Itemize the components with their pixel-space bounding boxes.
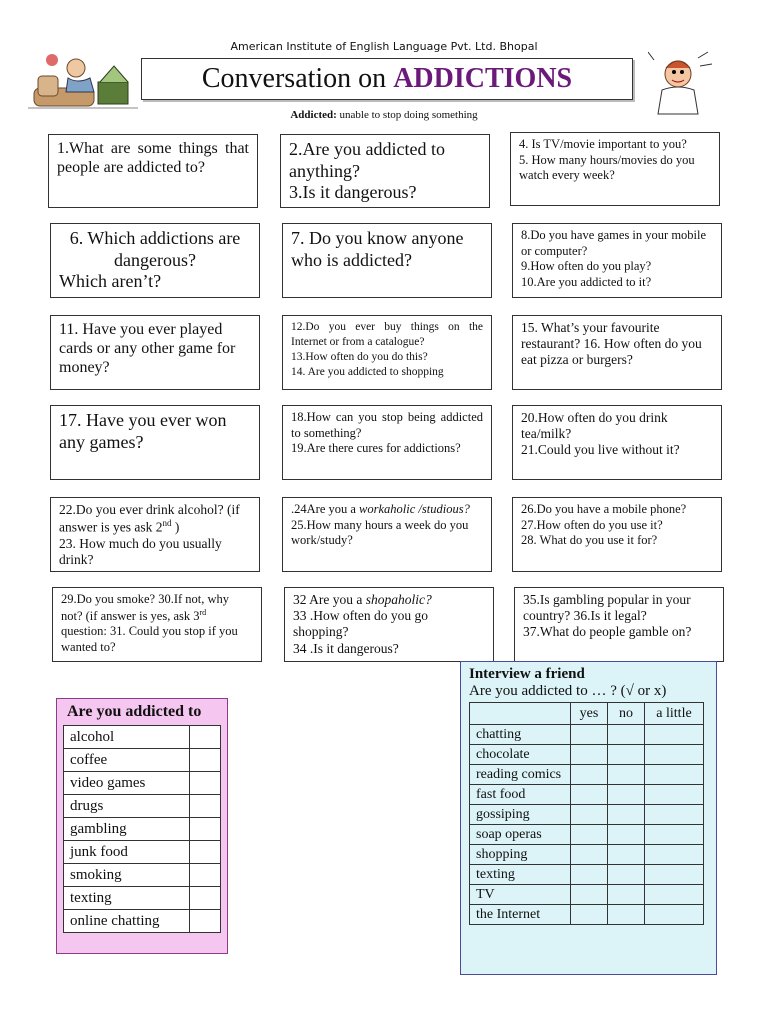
list-item bbox=[64, 864, 221, 887]
list-item-label: video games bbox=[64, 772, 190, 795]
question-text: 20.How often do you drink tea/milk? bbox=[521, 410, 668, 442]
question-text: 14. Are you addicted to shopping bbox=[291, 365, 444, 378]
definition-term: Addicted: bbox=[290, 109, 337, 121]
question-text-part: 32 Are you a bbox=[293, 592, 366, 607]
row-label: reading comics bbox=[470, 765, 571, 785]
answer-cell[interactable] bbox=[645, 805, 704, 825]
question-text-part: 29.Do you smoke? 30.If not, why not? (if answer is yes, ask 3 bbox=[61, 592, 230, 623]
question-text-part: question: 31. Could you stop if you wanted to? bbox=[61, 624, 238, 655]
interview-table bbox=[469, 702, 704, 925]
answer-cell[interactable] bbox=[608, 865, 645, 885]
question-text bbox=[293, 592, 485, 608]
list-item-label: online chatting bbox=[64, 910, 190, 933]
addicted-man-clipart-icon bbox=[648, 48, 718, 118]
list-item bbox=[64, 726, 221, 749]
answer-cell[interactable] bbox=[645, 865, 704, 885]
interview-box bbox=[460, 661, 717, 975]
addicted-list-table bbox=[63, 725, 221, 933]
answer-cell[interactable] bbox=[571, 785, 608, 805]
question-text: 13.How often do you do this? bbox=[291, 350, 428, 363]
question-box-29 bbox=[52, 587, 262, 662]
question-text: 4. Is TV/movie important to you? bbox=[519, 137, 687, 151]
question-text: 27.How often do you use it? bbox=[521, 517, 663, 532]
question-text-part: 22.Do you ever drink alcohol? (if answer is yes ask 2 bbox=[59, 502, 240, 535]
list-item bbox=[64, 749, 221, 772]
question-text-emphasis: workaholic /studious? bbox=[359, 502, 470, 516]
question-text: 5. How many hours/movies do you watch every week? bbox=[519, 152, 695, 183]
question-text: 2.Are you addicted to anything? bbox=[289, 139, 445, 181]
table-row bbox=[470, 805, 704, 825]
answer-cell[interactable] bbox=[608, 825, 645, 845]
answer-cell[interactable] bbox=[608, 905, 645, 925]
title-accent: ADDICTIONS bbox=[393, 63, 573, 94]
list-item-label: coffee bbox=[64, 749, 190, 772]
question-text-part: ) bbox=[171, 519, 180, 535]
column-header: a little bbox=[645, 703, 704, 725]
question-text: 8.Do you have games in your mobile or computer? bbox=[521, 228, 707, 258]
question-box-11 bbox=[50, 315, 260, 390]
answer-cell[interactable] bbox=[189, 841, 220, 864]
list-item bbox=[64, 772, 221, 795]
question-text: Which aren’t? bbox=[59, 271, 162, 292]
question-text-part: .24Are you a bbox=[291, 502, 360, 516]
list-item-label: junk food bbox=[64, 841, 190, 864]
question-text: 11. Have you ever played cards or any other game for money? bbox=[59, 321, 236, 377]
answer-cell[interactable] bbox=[189, 910, 220, 933]
question-text: 1.What are some things that people are addicted to? bbox=[57, 140, 249, 177]
addicted-list-box bbox=[56, 698, 228, 954]
ordinal-suffix: rd bbox=[199, 607, 207, 617]
answer-cell[interactable] bbox=[571, 725, 608, 745]
answer-cell[interactable] bbox=[571, 765, 608, 785]
list-item-label: texting bbox=[64, 887, 190, 910]
question-text: 26.Do you have a mobile phone? bbox=[521, 502, 687, 516]
answer-cell[interactable] bbox=[571, 865, 608, 885]
question-box-1 bbox=[48, 134, 258, 208]
interview-header-blank bbox=[470, 703, 571, 725]
row-label: gossiping bbox=[470, 805, 571, 825]
question-text: 7. Do you know anyone who is addicted? bbox=[291, 228, 464, 270]
answer-cell[interactable] bbox=[571, 805, 608, 825]
row-label: texting bbox=[470, 865, 571, 885]
list-item-label: gambling bbox=[64, 818, 190, 841]
question-box-15 bbox=[512, 315, 722, 390]
answer-cell[interactable] bbox=[571, 885, 608, 905]
table-row bbox=[470, 785, 704, 805]
answer-cell[interactable] bbox=[608, 745, 645, 765]
question-text: 3.Is it dangerous? bbox=[289, 182, 417, 203]
question-text: 9.How often do you play? bbox=[521, 259, 652, 274]
definition bbox=[0, 109, 768, 121]
question-text: 21.Could you live without it? bbox=[521, 442, 680, 458]
answer-cell[interactable] bbox=[189, 772, 220, 795]
question-box-22 bbox=[50, 497, 260, 572]
table-row bbox=[470, 745, 704, 765]
question-box-20 bbox=[512, 405, 722, 480]
table-row bbox=[470, 845, 704, 865]
couch-potato-clipart-icon bbox=[28, 48, 140, 114]
row-label: chocolate bbox=[470, 745, 571, 765]
answer-cell[interactable] bbox=[645, 785, 704, 805]
table-row bbox=[470, 765, 704, 785]
answer-cell[interactable] bbox=[189, 818, 220, 841]
question-text: 28. What do you use it for? bbox=[521, 533, 658, 548]
institute-name: American Institute of English Language Pvt. Ltd. Bhopal bbox=[230, 40, 538, 53]
answer-cell[interactable] bbox=[645, 885, 704, 905]
row-label: the Internet bbox=[470, 905, 571, 925]
question-box-35 bbox=[514, 587, 724, 662]
question-text-emphasis: shopaholic? bbox=[365, 592, 432, 607]
question-box-7 bbox=[282, 223, 492, 298]
list-item-label: smoking bbox=[64, 864, 190, 887]
question-text bbox=[291, 502, 483, 518]
question-box-2 bbox=[280, 134, 490, 208]
list-item bbox=[64, 795, 221, 818]
interview-subtitle: Are you addicted to … ? (√ or x) bbox=[469, 683, 667, 699]
table-row bbox=[470, 905, 704, 925]
question-text: 37.What do people gamble on? bbox=[523, 624, 692, 640]
answer-cell[interactable] bbox=[645, 725, 704, 745]
answer-cell[interactable] bbox=[571, 825, 608, 845]
question-text bbox=[61, 592, 253, 656]
answer-cell[interactable] bbox=[645, 845, 704, 865]
answer-cell[interactable] bbox=[189, 726, 220, 749]
list-item-label: alcohol bbox=[64, 726, 190, 749]
question-text: 10.Are you addicted to it? bbox=[521, 274, 652, 289]
answer-cell[interactable] bbox=[189, 749, 220, 772]
answer-cell[interactable] bbox=[645, 825, 704, 845]
table-row bbox=[470, 825, 704, 845]
row-label: shopping bbox=[470, 845, 571, 865]
question-box-12 bbox=[282, 315, 492, 390]
question-text: 6. Which addictions are dangerous? bbox=[69, 228, 241, 270]
question-text: 35.Is gambling popular in your country? 36.Is it legal? bbox=[523, 592, 691, 624]
question-text: 17. Have you ever won any games? bbox=[59, 410, 227, 452]
answer-cell[interactable] bbox=[645, 765, 704, 785]
table-row bbox=[470, 865, 704, 885]
question-text: 33 .How often do you go shopping? bbox=[293, 608, 428, 640]
answer-cell[interactable] bbox=[645, 745, 704, 765]
answer-cell[interactable] bbox=[608, 765, 645, 785]
column-header: no bbox=[608, 703, 645, 725]
question-box-4 bbox=[510, 132, 720, 206]
question-box-32 bbox=[284, 587, 494, 662]
question-box-24 bbox=[282, 497, 492, 572]
answer-cell[interactable] bbox=[189, 795, 220, 818]
row-label: soap operas bbox=[470, 825, 571, 845]
title-prefix: Conversation on bbox=[201, 63, 394, 94]
answer-cell[interactable] bbox=[189, 887, 220, 910]
answer-cell[interactable] bbox=[608, 785, 645, 805]
answer-cell[interactable] bbox=[189, 864, 220, 887]
question-text bbox=[59, 502, 251, 536]
question-text: 34 .Is it dangerous? bbox=[293, 640, 399, 656]
answer-cell[interactable] bbox=[571, 745, 608, 765]
question-box-26 bbox=[512, 497, 722, 572]
answer-cell[interactable] bbox=[571, 845, 608, 865]
list-item bbox=[64, 841, 221, 864]
answer-cell[interactable] bbox=[608, 885, 645, 905]
table-row bbox=[470, 725, 704, 745]
row-label: TV bbox=[470, 885, 571, 905]
question-text: 18.How can you stop being addicted to something? bbox=[291, 410, 483, 440]
answer-cell[interactable] bbox=[645, 905, 704, 925]
question-text: 12.Do you ever buy things on the Internet or from a catalogue? bbox=[291, 321, 483, 348]
addicted-list-title: Are you addicted to bbox=[67, 703, 202, 720]
row-label: fast food bbox=[470, 785, 571, 805]
list-item bbox=[64, 887, 221, 910]
question-text: 25.How many hours a week do you work/study? bbox=[291, 517, 469, 548]
question-box-17 bbox=[50, 405, 260, 480]
ordinal-suffix: nd bbox=[162, 518, 172, 529]
answer-cell[interactable] bbox=[571, 905, 608, 925]
row-label: chatting bbox=[470, 725, 571, 745]
list-item bbox=[64, 910, 221, 933]
table-row bbox=[470, 885, 704, 905]
page-title bbox=[141, 58, 633, 100]
definition-text: unable to stop doing something bbox=[336, 109, 478, 121]
answer-cell[interactable] bbox=[608, 725, 645, 745]
list-item-label: drugs bbox=[64, 795, 190, 818]
question-box-6 bbox=[50, 223, 260, 298]
answer-cell[interactable] bbox=[608, 805, 645, 825]
answer-cell[interactable] bbox=[608, 845, 645, 865]
list-item bbox=[64, 818, 221, 841]
question-text: 23. How much do you usually drink? bbox=[59, 535, 222, 568]
interview-title: Interview a friend bbox=[469, 666, 585, 682]
column-header: yes bbox=[571, 703, 608, 725]
question-box-8 bbox=[512, 223, 722, 298]
question-box-18 bbox=[282, 405, 492, 480]
question-text: 19.Are there cures for addictions? bbox=[291, 441, 461, 456]
question-text: 15. What’s your favourite restaurant? 16. How often do you eat pizza or burgers? bbox=[521, 320, 702, 368]
